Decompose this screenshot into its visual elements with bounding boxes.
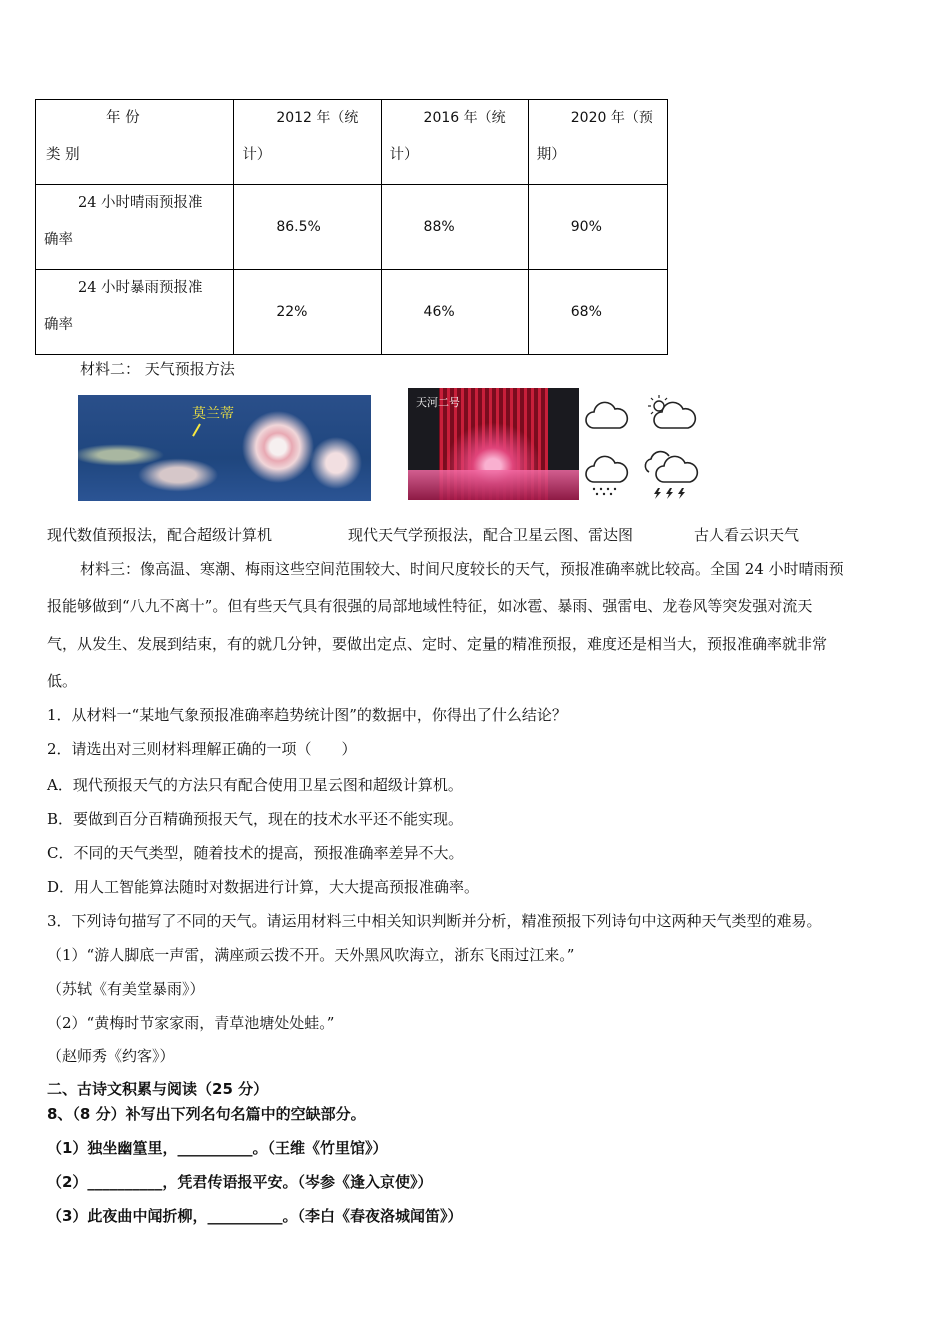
cell-value: 46% (381, 270, 528, 355)
material3-line1: 材料三：像高温、寒潮、梅雨这些空间范围较大、时间尺度较长的天气，预报准确率就比较高。全国 24 小时晴雨预 (80, 560, 844, 578)
sun-cloud-icon (646, 394, 698, 434)
row-label-line2: 确率 (44, 317, 73, 333)
question-2: 2．请选出对三则材料理解正确的一项（ ） (47, 740, 357, 758)
cell-value: 68% (528, 270, 667, 355)
header-2012 (234, 100, 381, 185)
caption-ancient: 古人看云识天气 (694, 526, 800, 544)
fill-item-3: （3）此夜曲中闻折柳，__________。（李白《春夜洛城闻笛》） (47, 1207, 463, 1225)
corridor-floor (408, 470, 579, 500)
caption-satellite: 现代天气学预报法，配合卫星云图、雷达图 (348, 526, 634, 544)
row-label-line1: 24 小时暴雨预报准 (78, 280, 203, 296)
section-2-title: 二、古诗文积累与阅读（25 分） (47, 1080, 269, 1098)
header-2020 (528, 100, 667, 185)
poem-2: （2）“黄梅时节家家雨，青草池塘处处蛙。” (47, 1014, 335, 1032)
table-corner-cell (36, 100, 234, 185)
header-2020-line1: 2020 年（预 (570, 110, 653, 126)
arrow-icon (192, 424, 201, 437)
supercomputer-image (408, 388, 579, 500)
poem-1-source: （苏轼《有美堂暴雨》） (47, 980, 205, 998)
poem-1: （1）“游人脚底一声雷，满座顽云拨不开。天外黑风吹海立，浙东飞雨过江来。” (47, 946, 575, 964)
cell-value: 90% (528, 185, 667, 270)
thunder-cloud-icon (640, 448, 706, 500)
header-2020-line2: 期） (536, 147, 566, 163)
fill-item-1: （1）独坐幽篁里，__________。（王维《竹里馆》） (47, 1139, 388, 1157)
question-3: 3．下列诗句描写了不同的天气。请运用材料三中相关知识判断并分析，精准预报下列诗句中这两种天气类型的难易。 (47, 912, 822, 930)
option-c: C．不同的天气类型，随着技术的提高，预报准确率差异不大。 (47, 844, 464, 862)
material3-line4: 低。 (47, 672, 78, 690)
table-row (36, 185, 668, 270)
corner-category-label: 类 别 (46, 147, 80, 163)
header-2016 (381, 100, 528, 185)
cell-value: 86.5% (234, 185, 381, 270)
caption-numerical: 现代数值预报法，配合超级计算机 (47, 526, 273, 544)
material3-line3: 气，从发生、发展到结束，有的就几分钟，要做出定点、定时、定量的精准预报，难度还是相当大，预报准确率就非常 (47, 635, 828, 653)
row-label-rainstorm (36, 270, 234, 355)
poem-2-source: （赵师秀《约客》） (47, 1047, 175, 1065)
question-1: 1．从材料一“某地气象预报准确率趋势统计图”的数据中，你得出了什么结论？ (47, 706, 567, 724)
header-2012-line2: 计） (242, 147, 272, 163)
row-label-line2: 确率 (44, 232, 73, 248)
option-b: B．要做到百分百精确预报天气，现在的技术水平还不能实现。 (47, 810, 464, 828)
material3-line2: 报能够做到“八九不离十”。但有些天气具有很强的局部地域性特征，如冰雹、暴雨、强雷电、龙卷风等突发强对流天 (47, 597, 813, 615)
cloud-icon (584, 398, 630, 434)
typhoon-label: 莫兰蒂 (192, 406, 234, 422)
snow-cloud-icon (584, 452, 630, 498)
header-2012-line1: 2012 年（统 (276, 110, 359, 126)
satellite-cloud-image (78, 395, 371, 501)
forecast-accuracy-table (35, 99, 668, 355)
option-d: D．用人工智能算法随时对数据进行计算，大大提高预报准确率。 (47, 878, 480, 896)
supercomputer-label: 天河二号 (416, 396, 460, 409)
table-header-row (36, 100, 668, 185)
header-2016-line2: 计） (389, 147, 419, 163)
row-label-line1: 24 小时晴雨预报准 (78, 195, 203, 211)
table-row (36, 270, 668, 355)
fill-item-2: （2）__________，凭君传语报平安。（岑参《逢入京使》） (47, 1173, 433, 1191)
option-a: A．现代预报天气的方法只有配合使用卫星云图和超级计算机。 (47, 776, 463, 794)
header-2016-line1: 2016 年（统 (423, 110, 506, 126)
row-label-sunny-rain (36, 185, 234, 270)
corner-year-label: 年 份 (106, 110, 140, 126)
material2-title: 材料二： 天气预报方法 (80, 360, 235, 378)
cell-value: 22% (234, 270, 381, 355)
question-8: 8、（8 分）补写出下列名句名篇中的空缺部分。 (47, 1105, 366, 1123)
cell-value: 88% (381, 185, 528, 270)
